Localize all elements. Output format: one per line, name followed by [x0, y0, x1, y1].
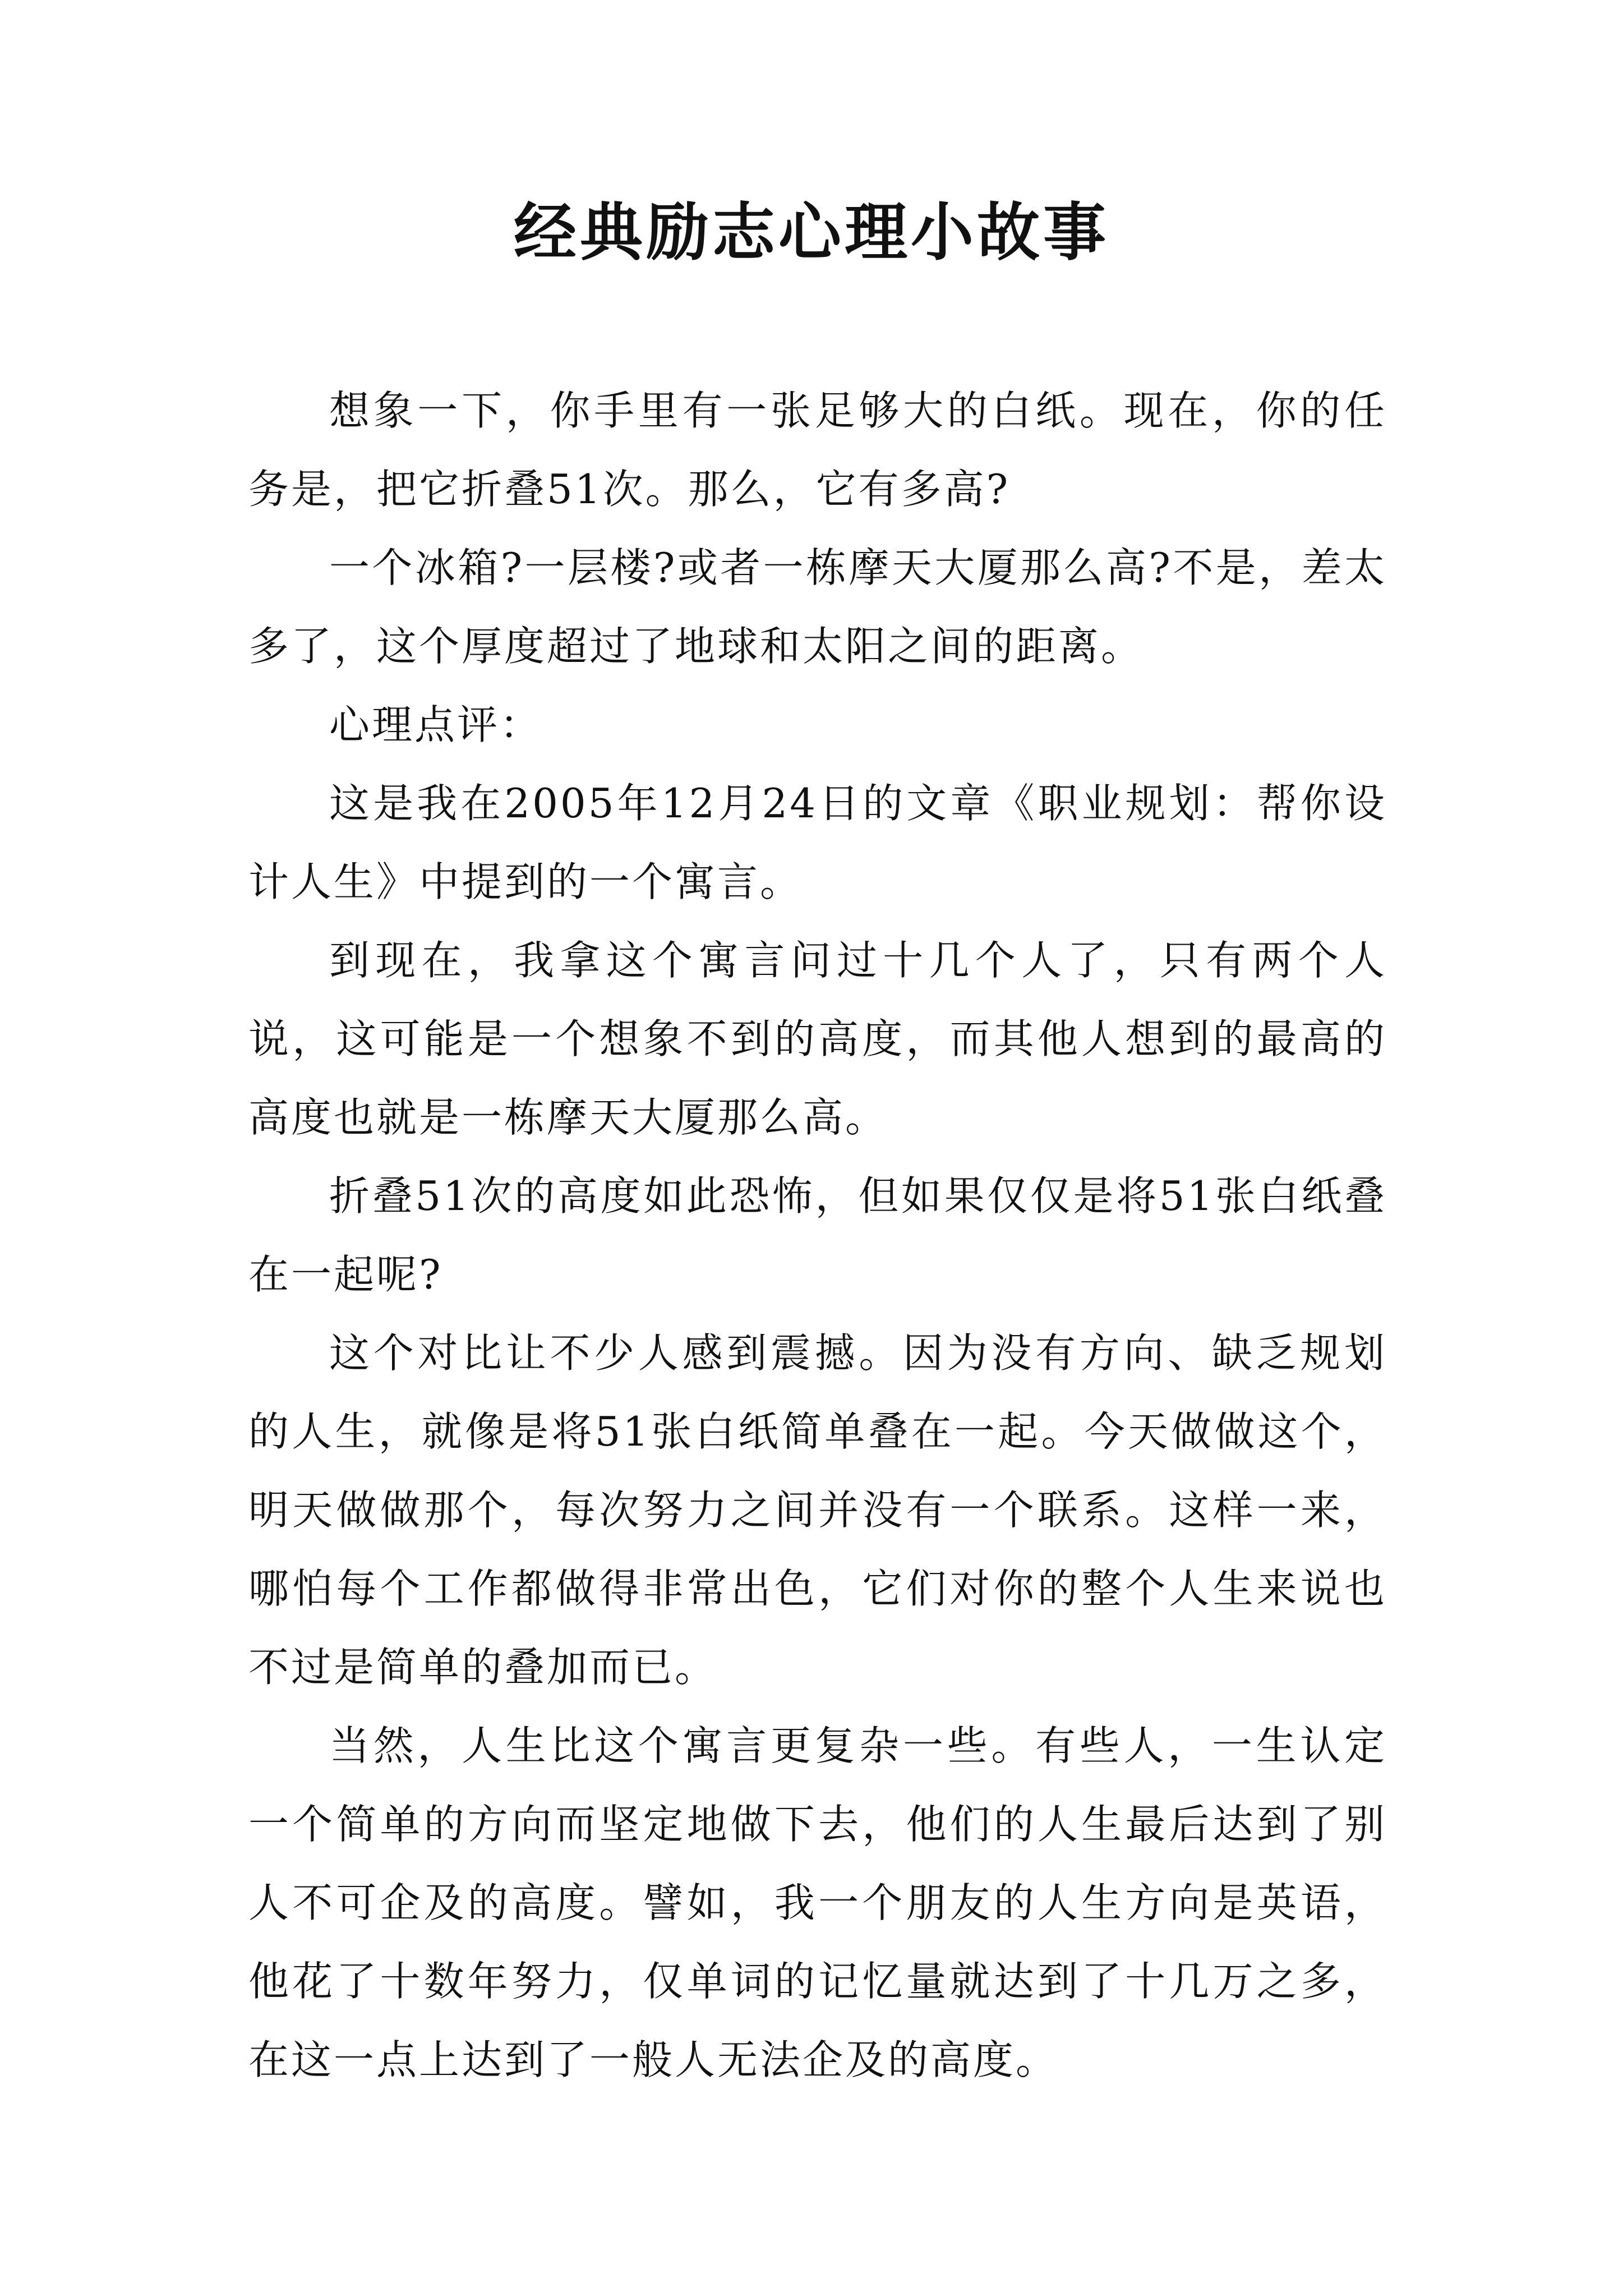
- document-title: 经典励志心理小故事: [514, 196, 1109, 269]
- paragraph-8: 当然，人生比这个寓言更复杂一些。有些人，一生认定一个简单的方向而坚定地做下去，他们的人生最后达到了别人不可企及的高度。譬如，我一个朋友的人生方向是英语，他花了十数年努力，仅单词的记忆量就达到了十几万之多，在这一点上达到了一般人无法企及的高度。: [248, 1722, 1387, 2083]
- paragraph-3: 心理点评：: [329, 701, 543, 748]
- paragraph-7: 这个对比让不少人感到震撼。因为没有方向、缺乏规划的人生，就像是将51张白纸简单叠在一起。今天做做这个，明天做做那个，每次努力之间并没有一个联系。这样一来，哪怕每个工作都做得非常出色，它们对你的整个人生来说也不过是简单的叠加而已。: [248, 1329, 1387, 1691]
- paragraph-4: 这是我在2005年12月24日的文章《职业规划：帮你设计人生》中提到的一个寓言。: [248, 780, 1387, 905]
- paragraph-1: 想象一下，你手里有一张足够大的白纸。现在，你的任务是，把它折叠51次。那么，它有多高?: [248, 387, 1387, 513]
- paragraph-5: 到现在，我拿这个寓言问过十几个人了，只有两个人说，这可能是一个想象不到的高度，而其他人想到的最高的高度也就是一栋摩天大厦那么高。: [248, 937, 1387, 1141]
- document-body: [248, 371, 1387, 2099]
- paragraph-6: 折叠51次的高度如此恐怖，但如果仅仅是将51张白纸叠在一起呢?: [248, 1172, 1387, 1298]
- paragraph-2: 一个冰箱?一层楼?或者一栋摩天大厦那么高?不是，差太多了，这个厚度超过了地球和太阳之间的距离。: [248, 544, 1387, 670]
